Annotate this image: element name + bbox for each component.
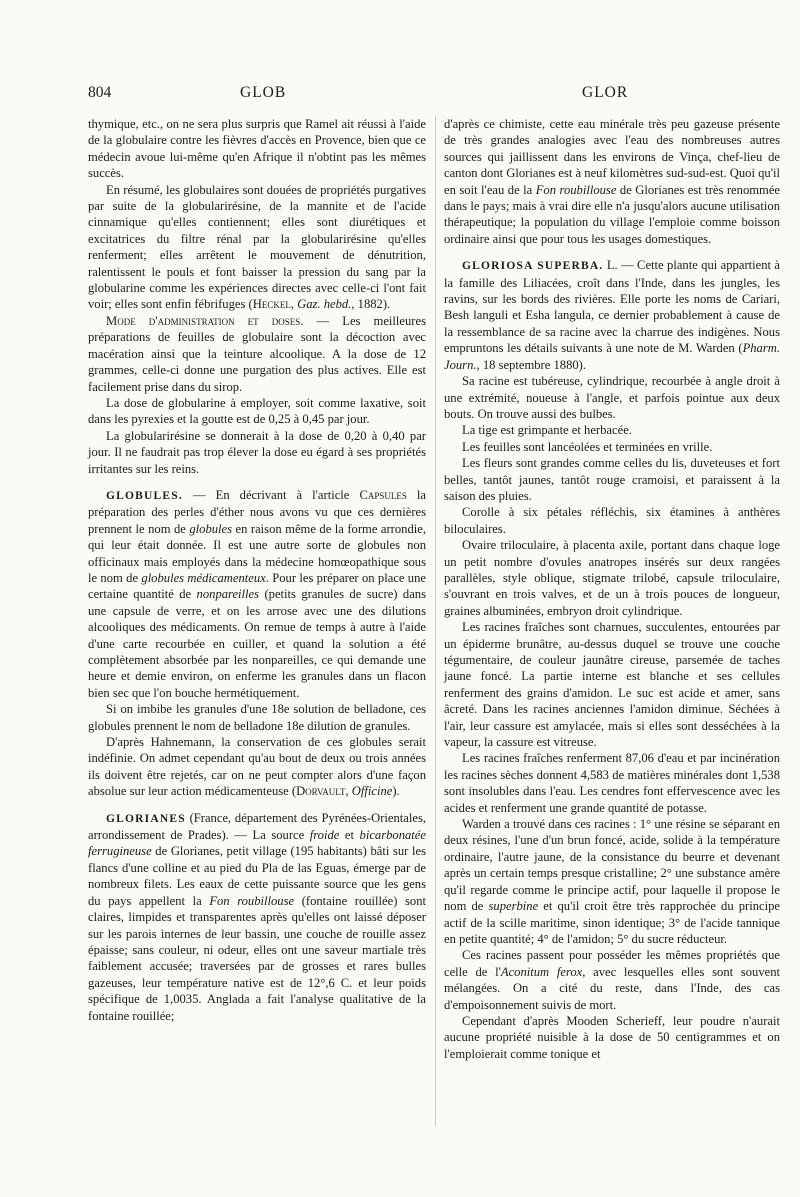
text: , 18 septembre 1880). [476, 357, 587, 372]
italic-term: Fon roubillouse [209, 893, 295, 908]
text: Warden a trouvé dans ces racines : 1° une résine se séparant en deux résines, l'une d'un brun foncé, acide, solide à la température ordinaire, l'autre jaune, de la consistance du beurre et devenant après un certain temps presque cristalline; 2° une substance amère qu'il regarde comme le principe actif, pour laquelle il propose le nom de [444, 817, 780, 914]
text: et [339, 828, 360, 843]
paragraph: Les racines fraîches sont charnues, succulentes, entourées par un épiderme brunâtre, au-dessus duquel se trouve une couche tégumentaire, de couleur jaunâtre cireuse, parsemée de taches jaune foncé. La partie interne est blanche et ses cellules renferment des grains d'amidon. Le suc est acide et amer, sans âcreté. Dans les racines anciennes l'amidon diminue. Séchées à l'air, leur cassure est amylacée, mais si elles sont desséchées à la vapeur, la cassure est vitreuse. [444, 620, 780, 750]
text: d'après ce chimiste, cette eau minérale très peu gazeuse présente de très grandes analogies avec l'eau des nombreuses autres sources qui jaillissent dans les environs de Vinça, chef-lieu de canton dont Glorianes est à neuf kilomètres sud-sud-est. Quoi qu'il en soit l'eau de la [444, 117, 780, 197]
text: L. — Cette plante qui appartient à la famille des Liliacées, croît dans l'Inde, dans les jungles, les ravins, sur les bords des rivières. Elle porte les noms de Cariari, Besh languli et Esha langula, ce dernier probablement à cause de la ressemblance de sa racine avec la charrue des indigènes. Nous empruntons les détails suivants à une note de M. Warden ( [444, 258, 781, 356]
left-column [88, 116, 426, 1024]
italic-term: superbine [488, 899, 539, 914]
italic-term: bicarbonatée ferrugineuse [88, 828, 426, 859]
text: D'après Hahnemann, la conservation de ces globules serait indéfinie. On admet cependant qu'au bout de deux ou trois années ils doivent être rejetés, car on ne peut compter alors d'une façon absolue sur leur action médicamenteuse ( [88, 735, 426, 799]
text: ). [392, 784, 400, 799]
italic-term: globules médicamenteux [141, 570, 266, 585]
citation-author: Dorvault [296, 784, 346, 799]
text: (France, département des Pyrénées-Orientales, arrondissement de Prades). — La source [88, 810, 426, 843]
entry-heading: GLORIOSA SUPERBA. [462, 260, 604, 273]
entry-heading: GLORIANES [106, 812, 186, 825]
entry-gloriosa-superba [444, 257, 780, 373]
right-column [444, 116, 780, 1062]
paragraph: Les racines fraîches renferment 87,06 d'eau et par incinération les racines sèches donnent 4,583 de matières minérales dont 1,538 sont insolubles dans l'eau. Les cendres font effervescence avec les acides et renferment une grande quantité de potasse. [444, 751, 780, 815]
text: , [345, 784, 352, 799]
citation-journal: Gaz. hebd. [297, 297, 352, 312]
paragraph [88, 182, 426, 313]
paragraph: Ovaire triloculaire, à placenta axile, portant dans chaque loge un petit nombre d'ovules anatropes insérés sur deux rangées parallèles, style oblique, stigmate trilobé, capsule triloculaire, s'ouvrant en trois valves, et de un à trois pouces de longueur, graines albuminées, embryon droit cylindrique. [444, 538, 780, 618]
column-divider [435, 116, 436, 1126]
paragraph: Sa racine est tubéreuse, cylindrique, recourbée à angle droit à une extrémité, noueuse à l'angle, et parfois pointue aux deux bouts. On trouve aussi des bulbes. [444, 374, 780, 421]
text: Ces racines passent pour posséder les mêmes propriétés que celle de l' [444, 948, 780, 979]
paragraph [88, 734, 426, 800]
text: . Pour les préparer on place une certaine quantité de [88, 570, 426, 602]
paragraph [444, 816, 780, 947]
text: — Les meilleures préparations de feuilles de globulaire sont la décoction avec macération ainsi que la teinture alcoolique. A la dose de 12 grammes, celle-ci donne une purgation des plus actives. Elle est facilement prise dans du sirop. [88, 313, 426, 394]
text: (petits granules de sucre) dans une capsule de verre, et on les arrose avec une des dilutions alcooliques des médicaments. On remue de temps à autre à l'aide d'une carte recourbée en cuiller, et quand la solution a été complètement absorbée par les nonpareilles, ce qui demande une heure et demie environ, on enferme les granules dans un flacon bien sec que l'on bouche hermétiquement. [88, 587, 426, 700]
italic-term: froide [309, 828, 340, 843]
paragraph: La tige est grimpante et herbacée. [462, 423, 632, 438]
paragraph: Si on imbibe les granules d'une 18e solution de belladone, ces globules prennent le nom de belladone 18e dilution de granules. [88, 702, 426, 733]
citation-author: Heckel [252, 297, 291, 312]
text: En résumé, les globulaires sont douées de propriétés purgatives par suite de la globularirésine, de la mannite et de l'acide cinnamique qu'elles contiennent; elles sont diurétiques et excitatrices du filtre rénal par la globularirésine qu'elles renferment; elles arrêtent le mouvement de dénutrition, ralentissent le pouls et font baisser la pression du sang par la globularine comme les expériences directes avec celle-ci l'ont fait voir; elles sont enfin fébrifuges ( [88, 182, 426, 312]
left-running-title: GLOB [240, 84, 287, 101]
text: et qu'il croit être très rapprochée du principe actif de la scille maritime, sinon identique; 3° de l'acide tannique en petite quantité; 4° de l'amidon; 5° du sucre réducteur. [444, 899, 780, 946]
text: — En décrivant à l'article [182, 487, 360, 502]
paragraph [444, 947, 780, 1013]
italic-term: Aconitum ferox [500, 964, 583, 979]
paragraph: thymique, etc., on ne sera plus surpris que Ramel ait réussi à l'aide de la globulaire contre les fièvres d'accès en Provence, bien que ce médecin avoue lui-même qu'en Afrique il n'obtint pas les mêmes succès. [88, 117, 426, 181]
paragraph: Les feuilles sont lancéolées et terminées en vrille. [462, 439, 713, 454]
citation-journal: Pharm. Journ. [444, 341, 780, 372]
paragraph [88, 313, 426, 395]
paragraph: Les fleurs sont grandes comme celles du lis, duveteuses et fort belles, tantôt jaunes, tantôt rouge cramoisi, et paraissent à la saison des pluies. [444, 456, 780, 503]
text: , [290, 297, 298, 312]
italic-term: globules [189, 521, 233, 536]
text: de Glorianes, petit village (195 habitants) bâti sur les flancs d'une colline et au pied du Pla de las Eguas, émerge par de nombreux filets. Les eaux de cette puissante source que les gens du pays appellent la [88, 844, 426, 908]
text: (fontaine rouillée) sont claires, limpides et transparentes après qu'elles ont laissé déposer sur les parois internes de leur bassin, une couche de rouille assez épaisse; sans couleur, ni odeur, elles ont une saveur martiale très faiblement accusée; traversées par de grosses et rares bulles gazeuses, leur température native est de 12°,6 C. et leur poids spécifique de 1,0035. Anglada a fait l'analyse qualitative de la fontaine rouillée; [88, 893, 426, 1023]
text: la préparation des perles d'éther nous avons vu que ces dernières prennent le nom de [88, 487, 426, 536]
paragraph: Corolle à six pétales réfléchis, six étamines à anthères biloculaires. [444, 505, 780, 536]
paragraph: La dose de globularine à employer, soit comme laxative, soit dans les pyrexies et la goutte est de 0,25 à 0,45 par jour. [88, 395, 426, 427]
entry-heading: GLOBULES. [106, 489, 183, 502]
citation-title: Officine [351, 784, 393, 799]
text: , 1882). [351, 297, 391, 312]
text: de Glorianes est très renommée dans le pays; mais à vrai dire elle n'a jusqu'alors aucune utilisation thérapeutique; la population du village l'emploie comme boisson ordinaire ainsi que pour tous les usages domestiques. [444, 182, 781, 246]
subsection-heading: Mode d'administration et doses. [106, 313, 304, 328]
entry-globules [88, 487, 426, 701]
text: en raison même de la forme arrondie, qui leur était donnée. Il est une autre sorte de globules non officinaux mais employés dans la médecine homœopathique sous le nom de [88, 521, 426, 585]
cross-reference: Capsules [359, 487, 407, 502]
right-running-title: GLOR [582, 84, 629, 101]
page-number: 804 [88, 84, 112, 101]
paragraph [444, 116, 780, 247]
entry-glorianes [88, 810, 426, 1024]
paragraph: La globularirésine se donnerait à la dose de 0,20 à 0,40 par jour. Il ne faudrait pas trop élever la dose eu égard à ses propriétés irritantes sur les reins. [88, 428, 426, 476]
paragraph: Cependant d'après Mooden Scherieff, leur poudre n'aurait aucune propriété nuisible à la dose de 50 centigrammes et on l'emploierait comme tonique et [444, 1013, 780, 1061]
italic-term: Fon roubillouse [535, 182, 617, 197]
italic-term: nonpareilles [196, 587, 260, 602]
running-head [88, 84, 770, 106]
text: , avec lesquelles elles sont souvent mélangées. On a cité du reste, dans l'Inde, des cas d'empoisonnement suivis de mort. [444, 964, 781, 1012]
